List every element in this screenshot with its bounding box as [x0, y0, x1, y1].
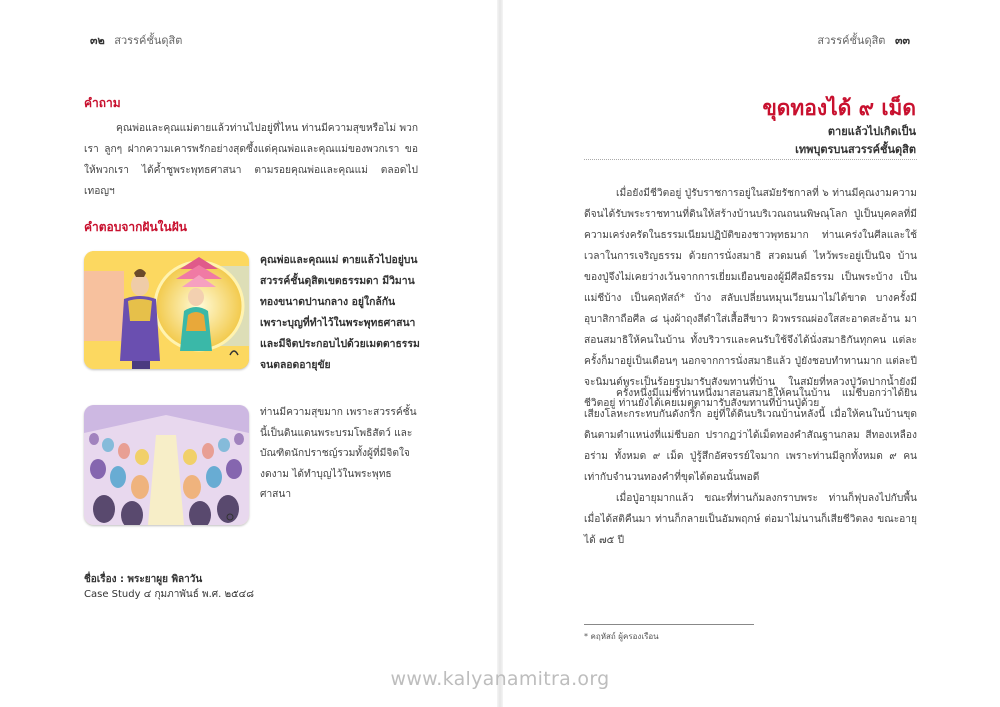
subtitle-line-2: เทพบุตรบนสวรรค์ชั้นดุสิต	[795, 143, 916, 156]
page-number-left: ๓๒	[90, 34, 105, 47]
story-paragraph-3: เมื่อปู่อายุมากแล้ว ขณะที่ท่านก้มลงกราบพระ ท่านก็ฟุบลงไปกับพื้น เมื่อได้สติคืนมา ท่านก็กลายเป็นอัมพฤกษ์ ต่อมาไม่นานก็เสียชีวิตลง ขณะอายุได้ ๗๕ ปี	[584, 493, 917, 546]
footnote-divider	[584, 624, 754, 625]
page-number-right: ๓๓	[894, 34, 910, 47]
illustration-crowd	[84, 405, 249, 525]
running-header-left	[84, 31, 182, 49]
story-paragraph-2: ครั้งหนึ่งมีแม่ชีท่านหนึ่งมาสอนสมาธิให้คนในบ้าน แม่ชีบอกว่าได้ยินเสียงโลหะกระทบกันดังกริ๊ก อยู่ที่ใต้ดินบริเวณบ้านหลังนี้ เมื่อให้คนในบ้านขุดดินตามตำแหน่งที่แม่ชีบอก ปรากฏว่าได้เม็ดทองคำสัณฐานกลม สีทองเหลืองอร่าม ทั้งหมด ๙ เม็ด ปู่รู้สึกอัศจรรย์ใจมาก เพราะท่านมีลูกทั้งหมด ๙ คน เท่ากับจำนวนทองคำที่ขุดได้ตอนนั้นพอดี	[584, 388, 917, 483]
credit-name: ชื่อเรื่อง : พระยาผูย พิลาวัน	[84, 574, 203, 585]
website-watermark: www.kalyanamitra.org	[390, 668, 610, 690]
illustration-deities	[84, 251, 249, 369]
chapter-subtitle	[795, 123, 916, 159]
chapter-title: ขุดทองได้ ๙ เม็ด	[762, 96, 916, 120]
story-paragraph-1: เมื่อยังมีชีวิตอยู่ ปู่รับราชการอยู่ในสมัยรัชกาลที่ ๖ ท่านมีคุณงามความดีจนได้รับพระราชทานที่ดินให้สร้างบ้านบริเวณถนนพิษณุโลก ปู่เป็นบุคคลที่มีความเคร่งครัดในธรรมเนียมปฏิบัติของชาวพุทธมาก ท่านเคร่งในศีลและใช้เวลาในการเจริญธรรม ด้วยการนั่งสมาธิ สวดมนต์ ไหว้พระอยู่เป็นนิจ บ้านของปู่จึงไม่เคยว่างเว้นจากการเยี่ยมเยือนของผู้มีศีลมีธรรม เป็นพระบ้าง เป็นแม่ชีบ้าง เป็นคฤหัสถ์* บ้าง สลับเปลี่ยนหมุนเวียนมาไม่ได้ขาด บางครั้งมีอุบาสิกาถือศีล ๘ นุ่งผ้าถุงสีดำใส่เสื้อสีขาว ผิวพรรณผ่องใสสะอาดสะอ้าน มาสอนสมาธิให้คนในบ้าน ทั้งบริวารและคนรับใช้จึงได้นั่งสมาธิกันทุกคน แต่ละครั้งก็มาอยู่เป็นเดือนๆ นอกจากการนั่งสมาธิแล้ว ปู่ยังชอบทำทานมาก แต่ละปีจะนิมนต์พระเป็นร้อยรูปมารับสังฆทานที่บ้าน ในสมัยที่หลวงปู่วัดปากน้ำยังมีชีวิตอยู่ ท่านยังได้เคยเมตตามารับสังฆทานที่บ้านปู่ด้วย	[584, 188, 917, 409]
credit-block	[84, 572, 254, 602]
running-title-left: สวรรค์ชั้นดุสิต	[114, 34, 183, 47]
answer-bold-text: คุณพ่อและคุณแม่ ตายแล้วไปอยู่บนสวรรค์ชั้นดุสิตเขตธรรมดา มีวิมานทองขนาดปานกลาง อยู่ใกล้กันเพราะบุญที่ทำไว้ในพระพุทธศาสนา และมีจิตประกอบไปด้วยเมตตาธรรมจนตลอดอายุขัย	[260, 254, 420, 371]
running-title-right: สวรรค์ชั้นดุสิต	[817, 34, 886, 47]
footnote: * คฤหัสถ์ ผู้ครองเรือน	[584, 632, 659, 641]
answer-heading: คำตอบจากฝันในฝัน	[84, 220, 187, 234]
answer-text: ท่านมีความสุขมาก เพราะสวรรค์ชั้นนี้เป็นดินแดนพระบรมโพธิสัตว์ และบัณฑิตนักปราชญ์รวมทั้งผู้ที่มีจิตใจงดงาม ได้ทำบุญไว้ในพระพุทธศาสนา	[260, 407, 417, 500]
question-text: คุณพ่อและคุณแม่ตายแล้วท่านไปอยู่ที่ไหน ท่านมีความสุขหรือไม่ พวกเรา ลูกๆ ฝากความเคารพรักอย่างสุดซึ้งแด่คุณพ่อและคุณแม่ของพวกเรา ขอให้พวกเรา ได้ค้ำชูพระพุทธศาสนา ตามรอยคุณพ่อและคุณแม่ ตลอดไปเทอญฯ	[84, 123, 418, 197]
title-divider	[584, 159, 917, 160]
running-header-right	[817, 31, 916, 49]
question-heading: คำถาม	[84, 96, 121, 110]
credit-case: Case Study ๔ กุมภาพันธ์ พ.ศ. ๒๕๔๘	[84, 589, 254, 600]
subtitle-line-1: ตายแล้วไปเกิดเป็น	[827, 125, 916, 138]
right-page	[500, 0, 1000, 707]
